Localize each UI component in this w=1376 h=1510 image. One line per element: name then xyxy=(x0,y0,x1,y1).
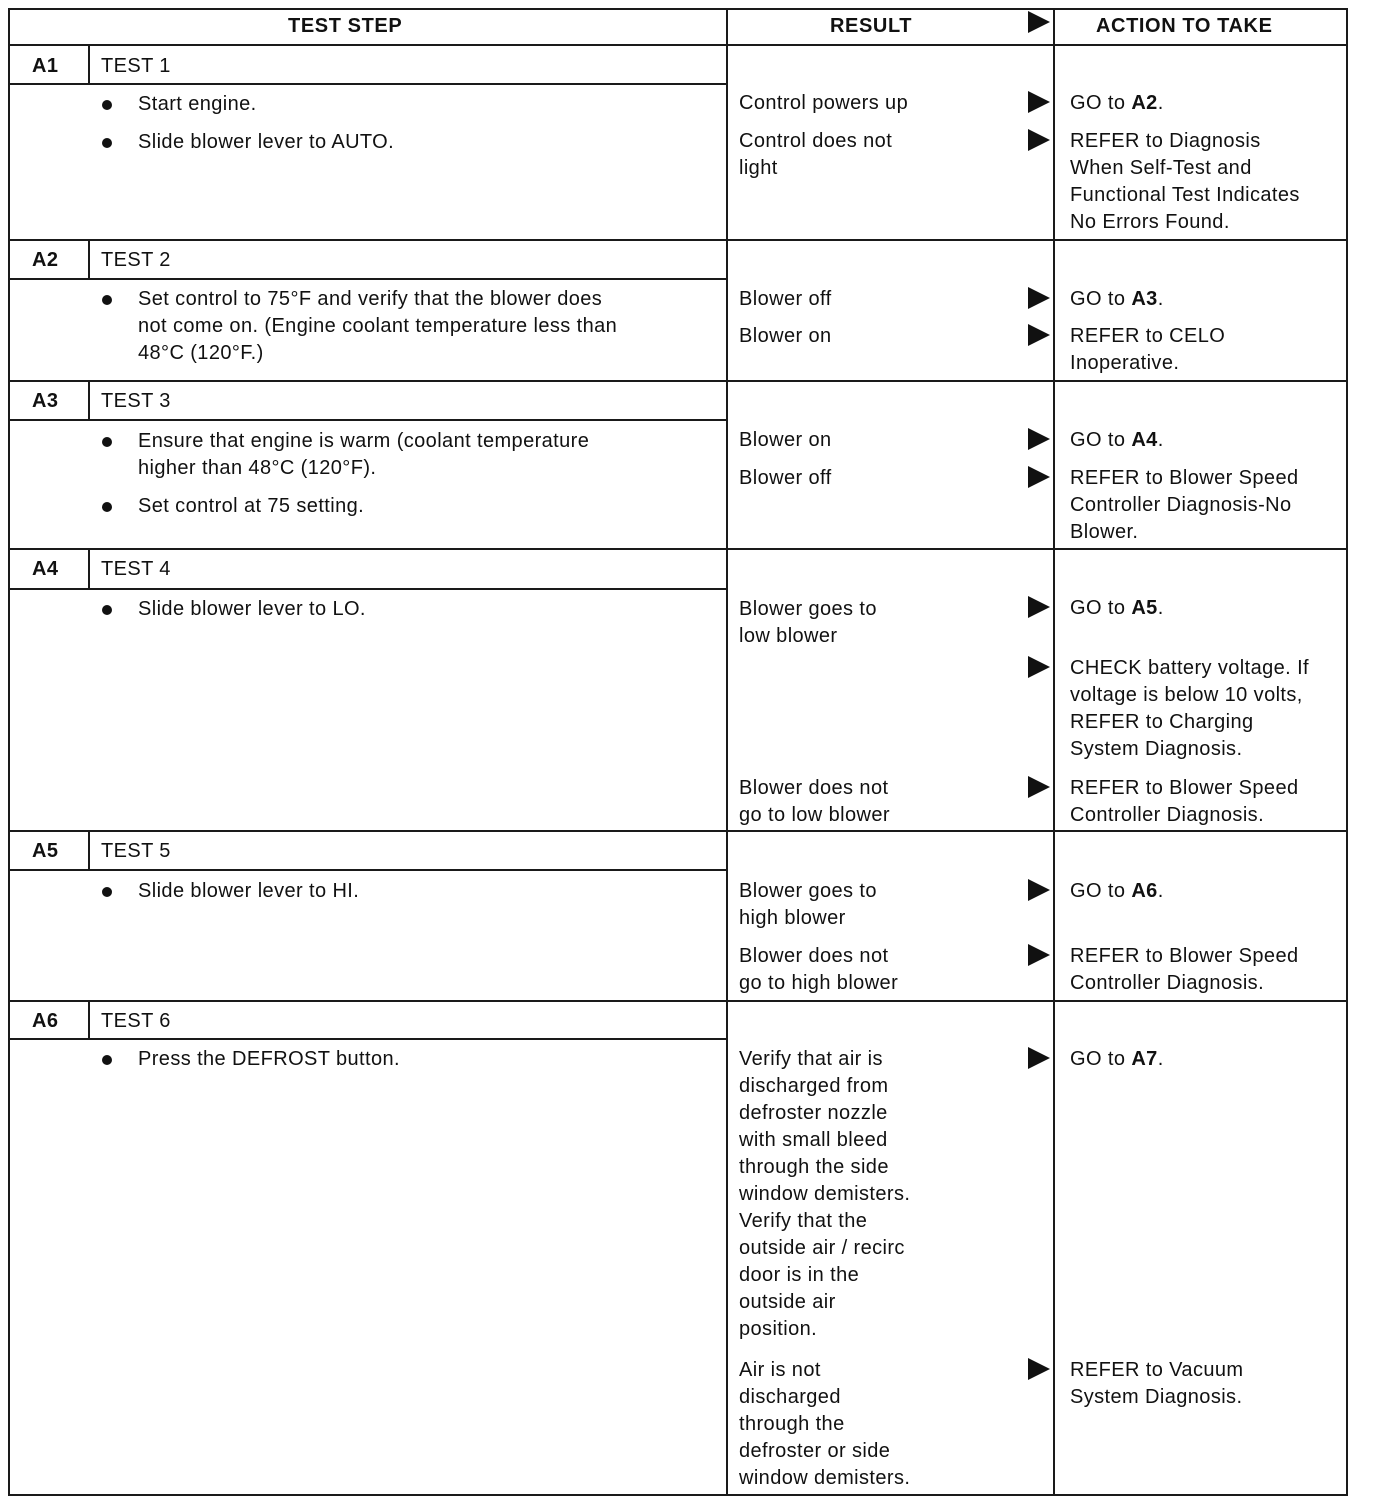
action-text-part: GO to xyxy=(1070,1048,1132,1070)
action-text: Controller Diagnosis-No xyxy=(1070,494,1292,516)
bullet-icon xyxy=(102,100,112,110)
action-text: Controller Diagnosis. xyxy=(1070,972,1265,994)
result-text: Blower goes to xyxy=(739,880,877,902)
action-text-part: GO to xyxy=(1070,288,1132,310)
action-text-part: GO to xyxy=(1070,597,1132,619)
table-right-border xyxy=(1346,8,1348,1496)
result-text: Blower on xyxy=(739,429,832,451)
row-divider xyxy=(8,548,1348,550)
row-divider xyxy=(8,1000,1348,1002)
result-arrow-icon xyxy=(1028,1358,1050,1380)
action-text xyxy=(1070,595,1164,622)
result-text: defroster nozzle xyxy=(739,1102,888,1124)
test-title: TEST 2 xyxy=(101,249,171,271)
test-id: A1 xyxy=(32,55,59,77)
action-text: Inoperative. xyxy=(1070,352,1180,374)
test-cell-bottom xyxy=(8,588,728,590)
result-text: Blower does not xyxy=(739,945,889,967)
result-text: Blower does not xyxy=(739,777,889,799)
action-text-part: . xyxy=(1157,880,1164,902)
step-text: Set control at 75 setting. xyxy=(138,495,365,517)
result-arrow-icon xyxy=(1028,129,1050,151)
test-cell-bottom xyxy=(8,869,728,871)
result-text: window demisters. xyxy=(739,1467,911,1489)
result-text: go to low blower xyxy=(739,804,890,826)
header-bottom-border xyxy=(8,44,1348,46)
test-title: TEST 1 xyxy=(101,55,171,77)
action-text: REFER to CELO xyxy=(1070,325,1226,347)
action-text-part: GO to xyxy=(1070,880,1132,902)
action-text-part: . xyxy=(1157,288,1164,310)
header-result: RESULT xyxy=(830,15,913,37)
step-text: not come on. (Engine coolant temperature less than xyxy=(138,315,618,337)
result-arrow-icon xyxy=(1028,428,1050,450)
action-text: REFER to Diagnosis xyxy=(1070,130,1261,152)
test-cell-bottom xyxy=(8,419,728,421)
action-text: REFER to Blower Speed xyxy=(1070,467,1299,489)
header-test-step: TEST STEP xyxy=(288,15,403,37)
test-id: A5 xyxy=(32,840,59,862)
step-text: Slide blower lever to LO. xyxy=(138,598,366,620)
action-text: REFER to Vacuum xyxy=(1070,1359,1244,1381)
row-divider xyxy=(8,830,1348,832)
action-text-part: . xyxy=(1157,429,1164,451)
action-text: REFER to Blower Speed xyxy=(1070,945,1299,967)
result-text: Blower off xyxy=(739,467,832,489)
action-text: No Errors Found. xyxy=(1070,211,1230,233)
result-text: outside air / recirc xyxy=(739,1237,905,1259)
test-cell-bottom xyxy=(8,83,728,85)
test-cell-bottom xyxy=(8,1038,728,1040)
step-text: Ensure that engine is warm (coolant temperature xyxy=(138,430,590,452)
table-left-border xyxy=(8,8,10,1496)
result-text: window demisters. xyxy=(739,1183,911,1205)
action-text xyxy=(1070,90,1164,117)
result-arrow-icon xyxy=(1028,324,1050,346)
result-arrow-icon xyxy=(1028,656,1050,678)
result-arrow-icon xyxy=(1028,596,1050,618)
test-id-divider xyxy=(88,240,90,279)
result-text: Blower goes to xyxy=(739,598,877,620)
bullet-icon xyxy=(102,1055,112,1065)
test-id-divider xyxy=(88,831,90,870)
goto-step-ref: A3 xyxy=(1131,288,1158,310)
bullet-icon xyxy=(102,437,112,447)
row-divider xyxy=(8,239,1348,241)
test-title: TEST 3 xyxy=(101,390,171,412)
goto-step-ref: A7 xyxy=(1131,1048,1158,1070)
action-text: Blower. xyxy=(1070,521,1139,543)
result-text: go to high blower xyxy=(739,972,899,994)
test-id: A4 xyxy=(32,558,59,580)
action-text: System Diagnosis. xyxy=(1070,1386,1243,1408)
result-arrow-icon xyxy=(1028,944,1050,966)
step-text: 48°C (120°F.) xyxy=(138,342,264,364)
goto-step-ref: A6 xyxy=(1131,880,1158,902)
action-text-part: . xyxy=(1157,92,1164,114)
test-id-divider xyxy=(88,381,90,420)
action-text xyxy=(1070,1046,1164,1073)
goto-step-ref: A4 xyxy=(1131,429,1158,451)
step-text: Slide blower lever to AUTO. xyxy=(138,131,395,153)
action-text: Controller Diagnosis. xyxy=(1070,804,1265,826)
test-id-divider xyxy=(88,549,90,589)
test-title: TEST 5 xyxy=(101,840,171,862)
test-id: A3 xyxy=(32,390,59,412)
result-text: Control does not xyxy=(739,130,893,152)
result-text: Verify that the xyxy=(739,1210,868,1232)
bullet-icon xyxy=(102,887,112,897)
test-id-divider xyxy=(88,46,90,84)
step-text: higher than 48°C (120°F). xyxy=(138,457,377,479)
result-arrow-icon xyxy=(1028,1047,1050,1069)
step-text: Press the DEFROST button. xyxy=(138,1048,400,1070)
step-text: Start engine. xyxy=(138,93,257,115)
result-text: defroster or side xyxy=(739,1440,891,1462)
goto-step-ref: A5 xyxy=(1131,597,1158,619)
column-divider-action xyxy=(1053,8,1055,1496)
action-text: voltage is below 10 volts, xyxy=(1070,684,1303,706)
action-text: System Diagnosis. xyxy=(1070,738,1243,760)
action-text: REFER to Blower Speed xyxy=(1070,777,1299,799)
action-text: Functional Test Indicates xyxy=(1070,184,1300,206)
action-text-part: . xyxy=(1157,1048,1164,1070)
column-divider-result xyxy=(726,8,728,1496)
result-text: Air is not xyxy=(739,1359,821,1381)
action-text xyxy=(1070,878,1164,905)
result-text: outside air xyxy=(739,1291,836,1313)
result-text: with small bleed xyxy=(739,1129,888,1151)
result-text: discharged xyxy=(739,1386,841,1408)
test-cell-bottom xyxy=(8,278,728,280)
result-text: through the xyxy=(739,1413,845,1435)
result-arrow-icon xyxy=(1028,91,1050,113)
goto-step-ref: A2 xyxy=(1131,92,1158,114)
result-text: Blower on xyxy=(739,325,832,347)
test-title: TEST 4 xyxy=(101,558,171,580)
action-text-part: . xyxy=(1157,597,1164,619)
step-text: Slide blower lever to HI. xyxy=(138,880,360,902)
result-arrow-icon xyxy=(1028,287,1050,309)
bullet-icon xyxy=(102,502,112,512)
result-text: discharged from xyxy=(739,1075,889,1097)
result-arrow-icon xyxy=(1028,776,1050,798)
result-text: through the side xyxy=(739,1156,889,1178)
header-arrow-icon xyxy=(1028,11,1050,33)
bullet-icon xyxy=(102,605,112,615)
result-arrow-icon xyxy=(1028,466,1050,488)
result-text: position. xyxy=(739,1318,818,1340)
test-id: A2 xyxy=(32,249,59,271)
action-text: When Self-Test and xyxy=(1070,157,1252,179)
step-text: Set control to 75°F and verify that the blower does xyxy=(138,288,603,310)
header-action: ACTION TO TAKE xyxy=(1096,15,1273,37)
test-id-divider xyxy=(88,1001,90,1039)
bullet-icon xyxy=(102,295,112,305)
result-text: Blower off xyxy=(739,288,832,310)
table-bottom-border xyxy=(8,1494,1348,1496)
action-text: CHECK battery voltage. If xyxy=(1070,657,1309,679)
action-text: REFER to Charging xyxy=(1070,711,1254,733)
test-title: TEST 6 xyxy=(101,1010,171,1032)
result-text: high blower xyxy=(739,907,846,929)
result-arrow-icon xyxy=(1028,879,1050,901)
row-divider xyxy=(8,380,1348,382)
test-id: A6 xyxy=(32,1010,59,1032)
result-text: door is in the xyxy=(739,1264,860,1286)
bullet-icon xyxy=(102,138,112,148)
table-top-border xyxy=(8,8,1348,10)
result-text: Verify that air is xyxy=(739,1048,883,1070)
action-text-part: GO to xyxy=(1070,92,1132,114)
action-text xyxy=(1070,427,1164,454)
action-text-part: GO to xyxy=(1070,429,1132,451)
result-text: light xyxy=(739,157,778,179)
action-text xyxy=(1070,286,1164,313)
result-text: low blower xyxy=(739,625,838,647)
result-text: Control powers up xyxy=(739,92,909,114)
